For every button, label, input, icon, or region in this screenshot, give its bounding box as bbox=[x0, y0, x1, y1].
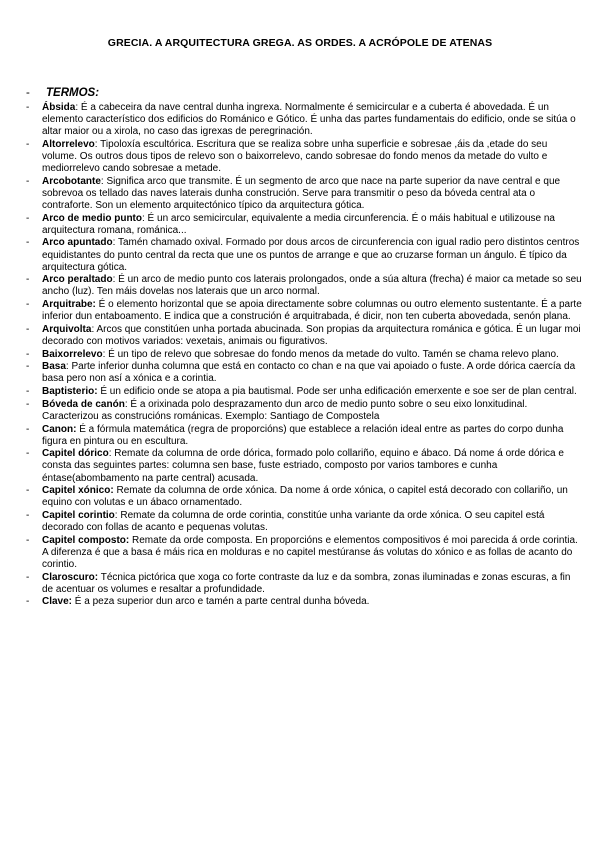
term-name: Arco de medio punto bbox=[42, 212, 142, 224]
term-name: Ábsida bbox=[42, 102, 76, 113]
term-definition: : É a orixinada polo desprazamento dun arco de medio punto sobre o seu eixo lonxitudinal. Caracterizou as construcións románicas. Exemplo: Santiago de Compostela bbox=[42, 398, 528, 422]
term-name: Clave: bbox=[42, 596, 73, 608]
term-item bbox=[24, 485, 584, 509]
term-name: Bóveda de canón bbox=[42, 398, 125, 410]
term-item bbox=[24, 176, 584, 212]
term-name: Basa bbox=[42, 361, 66, 373]
term-name: Claroscuro: bbox=[42, 571, 99, 583]
term-name: Altorrelevo bbox=[42, 138, 95, 150]
term-item bbox=[24, 386, 584, 398]
term-item bbox=[24, 361, 584, 385]
term-name: Arquivolta bbox=[42, 323, 92, 335]
term-definition: : É un arco semicircular, equivalente a media circunferencia. É o máis habitual e utilizouse na arquitectura romana, románica... bbox=[42, 212, 555, 236]
term-item bbox=[24, 213, 584, 237]
term-definition: : Arcos que constitúen unha portada abucinada. Son propias da arquitectura románica e gótica. É un lugar moi decorado con motivos variados: vexetais, animais ou figurativos. bbox=[42, 323, 581, 347]
term-name: Canon: bbox=[42, 423, 77, 435]
term-definition: : Remate da columna de orde corintia, constitúe unha variante da orde xónica. O seu capitel está decorado con follas de acanto e pequenas volutas. bbox=[42, 510, 545, 534]
term-definition: Remate da orde composta. En proporcións e elementos compositivos é moi parecida á orde corintia. A diferenza é que a basa é máis rica en molduras e no capitel mestúranse ás volutas do xónico e as follas de acanto do corintio. bbox=[42, 534, 578, 570]
term-item bbox=[24, 274, 584, 298]
term-definition: É a peza superior dun arco e tamén a parte central dunha bóveda. bbox=[72, 596, 370, 608]
term-definition: : Parte inferior dunha columna que está en contacto co chan e na que vai apoiado o fuste. A orde dórica caercía da basa pero non así a xónica e a corintia. bbox=[42, 361, 576, 385]
section-label: TERMOS: bbox=[46, 87, 100, 99]
term-definition: : Significa arco que transmite. É un segmento de arco que nace na parte superior da nave central e que sobrevoa os tellado das naves laterais dunha construción. Serve para transmitir o peso da bóveda central ata o contraforte. Son un elemento arquitectónico típico da arquitectura gótica. bbox=[42, 175, 561, 211]
term-item bbox=[24, 399, 584, 423]
term-item bbox=[24, 324, 584, 348]
term-item bbox=[24, 510, 584, 534]
term-name: Arco peraltado bbox=[42, 274, 113, 286]
term-item bbox=[24, 139, 584, 175]
term-definition: Remate da columna de orde xónica. Da nome á orde xónica, o capitel está decorado con collariño, un equino con volutas e un ábaco ornamentado. bbox=[42, 485, 568, 509]
document-title: GRECIA. A ARQUITECTURA GREGA. AS ORDES. A ACRÓPOLE DE ATENAS bbox=[107, 37, 493, 49]
term-name: Baptisterio: bbox=[42, 386, 98, 398]
term-item bbox=[24, 572, 584, 596]
term-name: Arquitrabe: bbox=[42, 299, 96, 311]
term-name: Arco apuntado bbox=[42, 237, 113, 249]
term-item bbox=[24, 535, 584, 571]
term-definition: : É un tipo de relevo que sobresae do fondo menos da metade do vulto. Tamén se chama relevo plano. bbox=[102, 348, 559, 360]
term-definition: É un edificio onde se atopa a pia bautismal. Pode ser unha edificación emerxente e soe ser de plan central. bbox=[97, 386, 577, 398]
term-item bbox=[24, 596, 584, 608]
bullet-dash: - bbox=[26, 87, 30, 99]
term-name: Capitel dórico bbox=[42, 448, 109, 460]
term-item bbox=[24, 299, 584, 323]
section-heading bbox=[26, 87, 99, 99]
term-name: Capitel composto: bbox=[42, 534, 130, 546]
term-definition: É o elemento horizontal que se apoia directamente sobre columnas ou outro elemento sustentante. É a parte inferior dun entaboamento. E indica que a construción é arquitrabada, é dicir, non ten cuberta abovedada, senón plana. bbox=[42, 299, 582, 323]
term-name: Arcobotante bbox=[42, 175, 101, 187]
term-definition: : Remate da columna de orde dórica, formado polo collariño, equino e ábaco. Dá nome á orde dórica e consta das seguintes partes: columna sen base, fuste estriado, composto por varios tambores e cunha éntase(abombamento na parte central) acusada. bbox=[42, 448, 564, 484]
term-name: Baixorrelevo bbox=[42, 348, 103, 360]
term-item bbox=[24, 237, 584, 273]
term-name: Capitel xónico: bbox=[42, 485, 114, 497]
terms-list bbox=[24, 102, 584, 609]
term-name: Capitel corintio bbox=[42, 510, 115, 521]
term-definition: : É un arco de medio punto cos laterais prolongados, onde a súa altura (frecha) é maior ca metade so seu ancho (luz). Ten máis dovelas nos laterais que un arco normal. bbox=[42, 274, 582, 298]
term-definition: Técnica pictórica que xoga co forte contraste da luz e da sombra, zonas iluminadas e zonas escuras, a fin de acentuar os volumes e resaltar a profundidade. bbox=[42, 571, 571, 595]
term-definition: : Tipoloxía escultórica. Escritura que se realiza sobre unha superficie e sobresae ,áis da ,etade do seu volume. Os outros dous tipos de relevo son o baixorrelevo, cando sobresae do fondo menos da metade do vulto e mediorrelevo cando sobresae a metade. bbox=[42, 138, 548, 175]
term-item bbox=[24, 349, 584, 361]
term-definition: É a fórmula matemática (regra de proporcións) que establece a relación ideal entre as partes do corpo dunha figura en pintura ou en escultura. bbox=[42, 423, 564, 447]
term-item bbox=[24, 424, 584, 448]
term-item bbox=[24, 448, 584, 484]
term-definition: : Tamén chamado oxival. Formado por dous arcos de circunferencia con igual radio pero distintos centros equidistantes do punto central da recta que une os puntos de arrange e que ao cruzarse forman un ángulo. É típico da arquitectura gótica. bbox=[42, 237, 580, 273]
term-item bbox=[24, 102, 584, 138]
term-definition: : É a cabeceira da nave central dunha ingrexa. Normalmente é semicircular e a cuberta é abovedada. É un elemento característico dos edificios do Románico e Gótico. É unha das partes fundamentais do edificio, onde se sitúa o altar maior ou a xirola, no caso das igrexas de peregrinación. bbox=[42, 102, 576, 138]
